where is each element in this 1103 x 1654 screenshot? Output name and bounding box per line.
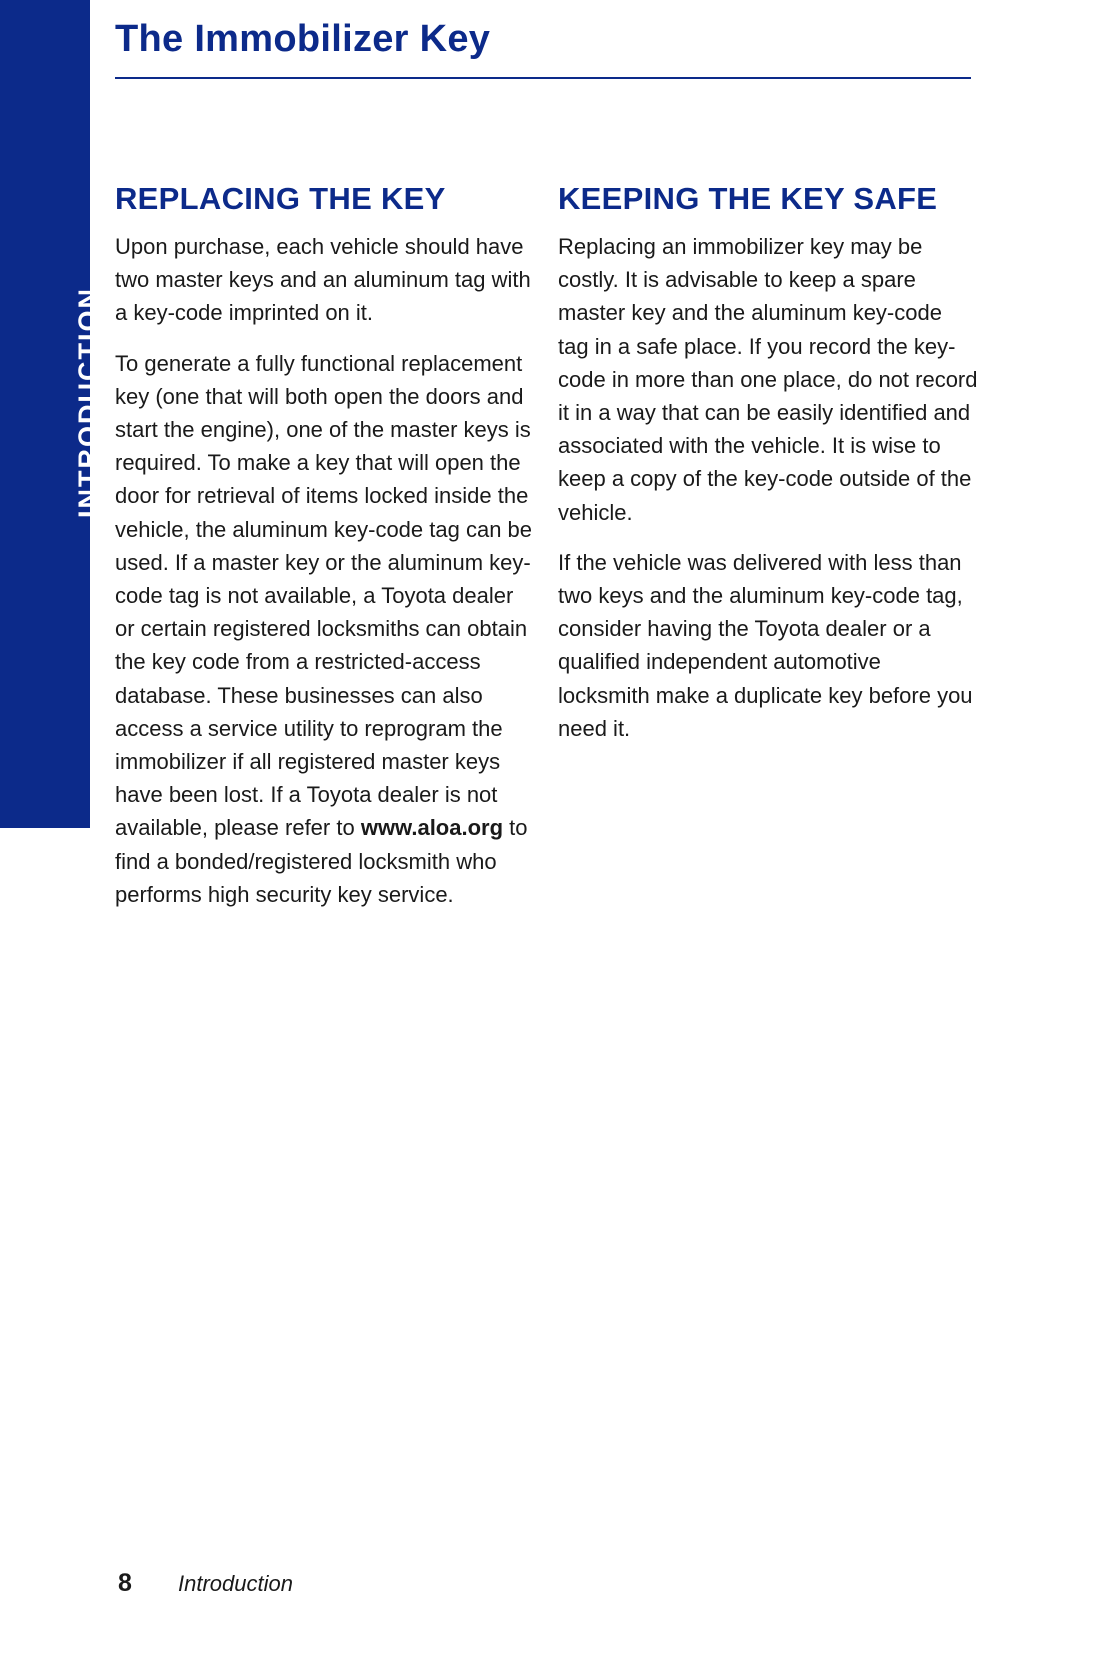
section-heading-keeping-safe: KEEPING THE KEY SAFE [558, 181, 938, 216]
aloa-link[interactable]: www.aloa.org [360, 815, 504, 841]
title-divider [115, 77, 971, 79]
left-column [115, 180, 535, 928]
right-column [558, 180, 978, 762]
footer-section-name: Introduction [178, 1571, 293, 1596]
side-tab-label: INTRODUCTION [73, 287, 103, 518]
paragraph-text: to find a bonded/registered locksmith who performs high security key service. [115, 815, 528, 907]
paragraph: If the vehicle was delivered with less than two keys and the aluminum key-code tag, consider having the Toyota dealer or a qualified independent automotive locksmith make a duplicate key before you need it. [558, 549, 973, 741]
section-heading-replacing: REPLACING THE KEY [115, 181, 446, 216]
paragraph [115, 347, 535, 911]
page-title: The Immobilizer Key [115, 18, 491, 60]
paragraph: Upon purchase, each vehicle should have two master keys and an aluminum tag with a key-code imprinted on it. [115, 234, 531, 326]
paragraph: Replacing an immobilizer key may be costly. It is advisable to keep a spare master key and the aluminum key-code tag in a safe place. If you record the key-code in more than one place, do not record it in a way that can be easily identified and associated with the vehicle. It is wise to keep a copy of the key-code outside of the vehicle. [558, 234, 978, 525]
paragraph-text: To generate a fully functional replacement key (one that will both open the doors and start the engine), one of the master keys is required. To make a key that will open the door for retrieval of items locked inside the vehicle, the aluminum key-code tag can be used. If a master key or the aluminum key-code tag is not available, a Toyota dealer or certain registered locksmiths can obtain the key code from a restricted-access database. These businesses can also access a service utility to reprogram the immobilizer if all registered master keys have been lost. If a Toyota dealer is not available, please refer to [115, 350, 533, 841]
page-number: 8 [118, 1569, 132, 1597]
